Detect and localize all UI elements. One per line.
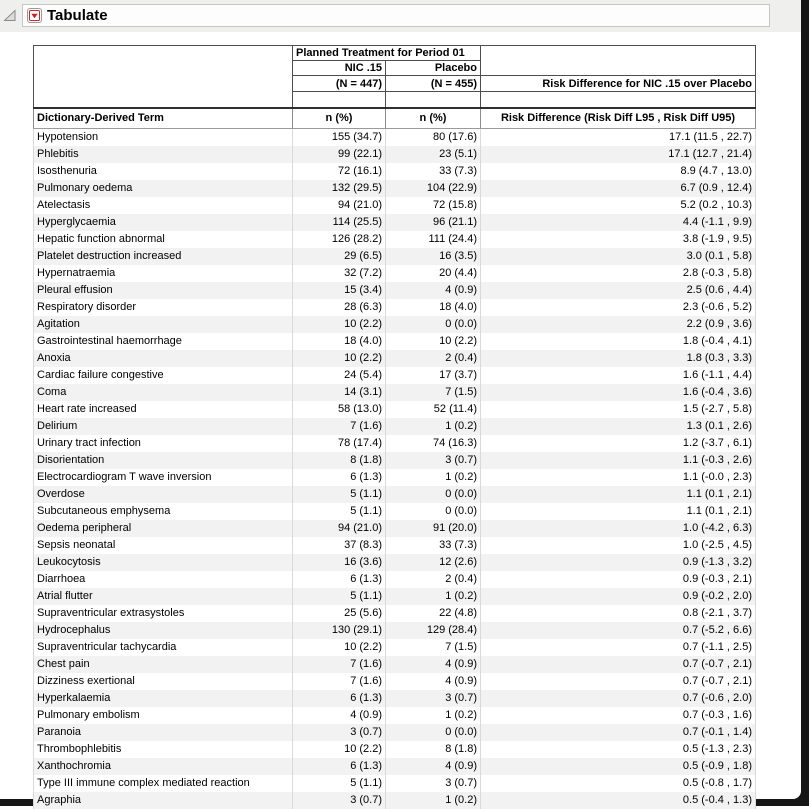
cell-risk[interactable]: 0.7 (-0.7 , 2.1) [481,673,756,690]
cell-risk[interactable]: 1.2 (-3.7 , 6.1) [481,435,756,452]
cell-risk[interactable]: 0.9 (-0.3 , 2.1) [481,571,756,588]
cell-risk[interactable]: 2.8 (-0.3 , 5.8) [481,265,756,282]
table-row[interactable] [34,350,756,367]
cell-risk[interactable]: 0.5 (-0.9 , 1.8) [481,758,756,775]
cell-placebo[interactable]: 129 (28.4) [386,622,481,639]
term-header-spacer [34,46,293,108]
cell-risk[interactable]: 1.3 (0.1 , 2.6) [481,418,756,435]
cell-risk[interactable]: 0.7 (-0.1 , 1.4) [481,724,756,741]
cell-nic[interactable]: 14 (3.1) [293,384,386,401]
subheader-risk-difference[interactable]: Risk Difference (Risk Diff L95 , Risk Diff U95) [481,108,756,129]
cell-term[interactable]: Electrocardiogram T wave inversion [34,469,293,486]
cell-placebo[interactable]: 7 (1.5) [386,639,481,656]
table-row[interactable] [34,197,756,214]
cell-placebo[interactable]: 1 (0.2) [386,588,481,605]
cell-nic[interactable]: 7 (1.6) [293,656,386,673]
table-row[interactable] [34,452,756,469]
cell-nic[interactable]: 155 (34.7) [293,128,386,146]
cell-placebo[interactable]: 72 (15.8) [386,197,481,214]
cell-risk[interactable]: 1.1 (-0.0 , 2.3) [481,469,756,486]
table-row[interactable] [34,214,756,231]
cell-nic[interactable]: 7 (1.6) [293,418,386,435]
cell-placebo[interactable]: 23 (5.1) [386,146,481,163]
cell-nic[interactable]: 5 (1.1) [293,503,386,520]
cell-nic[interactable]: 10 (2.2) [293,316,386,333]
cell-placebo[interactable]: 12 (2.6) [386,554,481,571]
cell-placebo[interactable]: 0 (0.0) [386,503,481,520]
cell-nic[interactable]: 32 (7.2) [293,265,386,282]
tabulate-table [33,45,756,809]
cell-term[interactable]: Phlebitis [34,146,293,163]
cell-term[interactable]: Chest pain [34,656,293,673]
cell-nic[interactable]: 24 (5.4) [293,367,386,384]
cell-nic[interactable]: 130 (29.1) [293,622,386,639]
cell-risk[interactable]: 0.7 (-0.6 , 2.0) [481,690,756,707]
tabulate-table-container [33,45,801,809]
cell-placebo[interactable]: 111 (24.4) [386,231,481,248]
cell-placebo[interactable]: 7 (1.5) [386,384,481,401]
cell-nic[interactable]: 10 (2.2) [293,639,386,656]
cell-term[interactable]: Diarrhoea [34,571,293,588]
cell-risk[interactable]: 0.7 (-0.3 , 1.6) [481,707,756,724]
spacer-cell [386,92,481,108]
outline-title-bar [22,4,770,27]
cell-nic[interactable]: 3 (0.7) [293,792,386,809]
cell-nic[interactable]: 72 (16.1) [293,163,386,180]
risk-header-spacer [481,46,756,76]
cell-term[interactable]: Hypernatraemia [34,265,293,282]
cell-term[interactable]: Urinary tract infection [34,435,293,452]
cell-placebo[interactable]: 0 (0.0) [386,486,481,503]
cell-risk[interactable]: 1.1 (0.1 , 2.1) [481,503,756,520]
cell-placebo[interactable]: 33 (7.3) [386,163,481,180]
cell-term[interactable]: Hypotension [34,128,293,146]
table-row[interactable] [34,384,756,401]
cell-nic[interactable]: 6 (1.3) [293,758,386,775]
cell-term[interactable]: Subcutaneous emphysema [34,503,293,520]
cell-risk[interactable]: 5.2 (0.2 , 10.3) [481,197,756,214]
cell-term[interactable]: Agraphia [34,792,293,809]
cell-placebo[interactable]: 2 (0.4) [386,350,481,367]
cell-nic[interactable]: 78 (17.4) [293,435,386,452]
cell-nic[interactable]: 6 (1.3) [293,690,386,707]
cell-risk[interactable]: 4.4 (-1.1 , 9.9) [481,214,756,231]
cell-term[interactable]: Leukocytosis [34,554,293,571]
cell-placebo[interactable]: 3 (0.7) [386,452,481,469]
table-row[interactable] [34,503,756,520]
cell-term[interactable]: Pulmonary embolism [34,707,293,724]
cell-nic[interactable]: 3 (0.7) [293,724,386,741]
cell-risk[interactable]: 17.1 (11.5 , 22.7) [481,128,756,146]
cell-risk[interactable]: 2.3 (-0.6 , 5.2) [481,299,756,316]
cell-placebo[interactable]: 0 (0.0) [386,316,481,333]
col-header-placebo[interactable]: Placebo [386,61,481,76]
table-row[interactable] [34,690,756,707]
table-row[interactable] [34,605,756,622]
cell-placebo[interactable]: 2 (0.4) [386,571,481,588]
cell-term[interactable]: Gastrointestinal haemorrhage [34,333,293,350]
cell-term[interactable]: Isosthenuria [34,163,293,180]
cell-term[interactable]: Anoxia [34,350,293,367]
cell-nic[interactable]: 25 (5.6) [293,605,386,622]
table-row[interactable] [34,469,756,486]
cell-risk[interactable]: 0.8 (-2.1 , 3.7) [481,605,756,622]
cell-term[interactable]: Atelectasis [34,197,293,214]
col-header-placebo-n[interactable]: (N = 455) [386,76,481,92]
cell-nic[interactable]: 126 (28.2) [293,231,386,248]
cell-placebo[interactable]: 91 (20.0) [386,520,481,537]
cell-placebo[interactable]: 4 (0.9) [386,758,481,775]
cell-nic[interactable]: 6 (1.3) [293,571,386,588]
cell-placebo[interactable]: 4 (0.9) [386,673,481,690]
col-header-nic[interactable]: NIC .15 [293,61,386,76]
table-row[interactable] [34,622,756,639]
cell-placebo[interactable]: 1 (0.2) [386,418,481,435]
table-row[interactable] [34,231,756,248]
cell-term[interactable]: Xanthochromia [34,758,293,775]
cell-term[interactable]: Type III immune complex mediated reaction [34,775,293,792]
cell-placebo[interactable]: 33 (7.3) [386,537,481,554]
disclosure-triangle-icon[interactable] [3,8,19,24]
cell-term[interactable]: Hyperkalaemia [34,690,293,707]
cell-term[interactable]: Sepsis neonatal [34,537,293,554]
cell-risk[interactable]: 1.5 (-2.7 , 5.8) [481,401,756,418]
cell-nic[interactable]: 8 (1.8) [293,452,386,469]
cell-placebo[interactable]: 4 (0.9) [386,656,481,673]
cell-nic[interactable]: 10 (2.2) [293,350,386,367]
cell-nic[interactable]: 99 (22.1) [293,146,386,163]
table-row[interactable] [34,316,756,333]
cell-term[interactable]: Atrial flutter [34,588,293,605]
table-row[interactable] [34,333,756,350]
cell-risk[interactable]: 1.6 (-0.4 , 3.6) [481,384,756,401]
table-row[interactable] [34,724,756,741]
cell-placebo[interactable]: 1 (0.2) [386,469,481,486]
cell-placebo[interactable]: 17 (3.7) [386,367,481,384]
table-row[interactable] [34,775,756,792]
cell-nic[interactable]: 5 (1.1) [293,486,386,503]
cell-risk[interactable]: 1.0 (-4.2 , 6.3) [481,520,756,537]
cell-nic[interactable]: 18 (4.0) [293,333,386,350]
table-row[interactable] [34,435,756,452]
cell-term[interactable]: Dizziness exertional [34,673,293,690]
cell-risk[interactable]: 0.5 (-0.4 , 1.3) [481,792,756,809]
cell-placebo[interactable]: 4 (0.9) [386,282,481,299]
table-row[interactable] [34,180,756,197]
cell-term[interactable]: Platelet destruction increased [34,248,293,265]
table-row[interactable] [34,265,756,282]
cell-placebo[interactable]: 104 (22.9) [386,180,481,197]
cell-term[interactable]: Disorientation [34,452,293,469]
table-row[interactable] [34,299,756,316]
cell-risk[interactable]: 1.8 (0.3 , 3.3) [481,350,756,367]
cell-term[interactable]: Supraventricular extrasystoles [34,605,293,622]
table-row[interactable] [34,418,756,435]
cell-nic[interactable]: 114 (25.5) [293,214,386,231]
table-row[interactable] [34,128,756,146]
cell-term[interactable]: Paranoia [34,724,293,741]
subheader-placebo-n-pct[interactable]: n (%) [386,108,481,129]
table-row[interactable] [34,401,756,418]
cell-term[interactable]: Coma [34,384,293,401]
outline-header-band [0,0,801,32]
cell-risk[interactable]: 1.0 (-2.5 , 4.5) [481,537,756,554]
table-row[interactable] [34,656,756,673]
cell-placebo[interactable]: 74 (16.3) [386,435,481,452]
cell-term[interactable]: Overdose [34,486,293,503]
cell-risk[interactable]: 0.7 (-0.7 , 2.1) [481,656,756,673]
cell-placebo[interactable]: 96 (21.1) [386,214,481,231]
col-group-header-risk-difference[interactable]: Risk Difference for NIC .15 over Placebo [481,76,756,92]
cell-risk[interactable]: 0.5 (-1.3 , 2.3) [481,741,756,758]
cell-placebo[interactable]: 3 (0.7) [386,690,481,707]
cell-nic[interactable]: 37 (8.3) [293,537,386,554]
table-row[interactable] [34,554,756,571]
table-row[interactable] [34,146,756,163]
table-row[interactable] [34,792,756,809]
cell-risk[interactable]: 3.0 (0.1 , 5.8) [481,248,756,265]
cell-nic[interactable]: 7 (1.6) [293,673,386,690]
cell-risk[interactable]: 17.1 (12.7 , 21.4) [481,146,756,163]
cell-term[interactable]: Pulmonary oedema [34,180,293,197]
table-row[interactable] [34,537,756,554]
cell-term[interactable]: Hyperglycaemia [34,214,293,231]
cell-nic[interactable]: 10 (2.2) [293,741,386,758]
cell-term[interactable]: Pleural effusion [34,282,293,299]
cell-nic[interactable]: 5 (1.1) [293,588,386,605]
cell-risk[interactable]: 1.6 (-1.1 , 4.4) [481,367,756,384]
spacer-cell [481,92,756,108]
cell-placebo[interactable]: 3 (0.7) [386,775,481,792]
table-row[interactable] [34,282,756,299]
table-body [34,128,756,809]
table-row[interactable] [34,571,756,588]
cell-risk[interactable]: 1.1 (-0.3 , 2.6) [481,452,756,469]
table-row[interactable] [34,163,756,180]
cell-nic[interactable]: 28 (6.3) [293,299,386,316]
cell-term[interactable]: Hydrocephalus [34,622,293,639]
table-row[interactable] [34,707,756,724]
cell-risk[interactable]: 1.1 (0.1 , 2.1) [481,486,756,503]
table-row[interactable] [34,520,756,537]
cell-risk[interactable]: 6.7 (0.9 , 12.4) [481,180,756,197]
cell-risk[interactable]: 0.5 (-0.8 , 1.7) [481,775,756,792]
cell-term[interactable]: Delirium [34,418,293,435]
table-row[interactable] [34,486,756,503]
cell-placebo[interactable]: 18 (4.0) [386,299,481,316]
cell-risk[interactable]: 8.9 (4.7 , 13.0) [481,163,756,180]
cell-placebo[interactable]: 1 (0.2) [386,707,481,724]
spacer-cell [293,92,386,108]
col-header-dictionary-derived-term[interactable]: Dictionary-Derived Term [34,108,293,129]
cell-term[interactable]: Cardiac failure congestive [34,367,293,384]
cell-placebo[interactable]: 0 (0.0) [386,724,481,741]
red-triangle-menu-icon[interactable] [27,8,42,23]
cell-term[interactable]: Oedema peripheral [34,520,293,537]
cell-risk[interactable]: 3.8 (-1.9 , 9.5) [481,231,756,248]
table-row[interactable] [34,588,756,605]
cell-risk[interactable]: 0.9 (-1.3 , 3.2) [481,554,756,571]
cell-term[interactable]: Supraventricular tachycardia [34,639,293,656]
cell-term[interactable]: Hepatic function abnormal [34,231,293,248]
cell-risk[interactable]: 0.9 (-0.2 , 2.0) [481,588,756,605]
cell-placebo[interactable]: 22 (4.8) [386,605,481,622]
cell-risk[interactable]: 2.2 (0.9 , 3.6) [481,316,756,333]
cell-placebo[interactable]: 1 (0.2) [386,792,481,809]
table-row[interactable] [34,367,756,384]
cell-risk[interactable]: 1.8 (-0.4 , 4.1) [481,333,756,350]
cell-term[interactable]: Respiratory disorder [34,299,293,316]
cell-nic[interactable]: 94 (21.0) [293,197,386,214]
col-group-header-planned-treatment[interactable]: Planned Treatment for Period 01 [293,46,481,61]
cell-nic[interactable]: 29 (6.5) [293,248,386,265]
cell-risk[interactable]: 2.5 (0.6 , 4.4) [481,282,756,299]
cell-term[interactable]: Heart rate increased [34,401,293,418]
cell-placebo[interactable]: 52 (11.4) [386,401,481,418]
table-row[interactable] [34,741,756,758]
cell-nic[interactable]: 94 (21.0) [293,520,386,537]
table-row[interactable] [34,673,756,690]
table-row[interactable] [34,248,756,265]
cell-risk[interactable]: 0.7 (-5.2 , 6.6) [481,622,756,639]
cell-nic[interactable]: 5 (1.1) [293,775,386,792]
cell-nic[interactable]: 6 (1.3) [293,469,386,486]
cell-nic[interactable]: 58 (13.0) [293,401,386,418]
cell-placebo[interactable]: 20 (4.4) [386,265,481,282]
cell-nic[interactable]: 16 (3.6) [293,554,386,571]
cell-placebo[interactable]: 8 (1.8) [386,741,481,758]
table-row[interactable] [34,639,756,656]
cell-nic[interactable]: 15 (3.4) [293,282,386,299]
cell-risk[interactable]: 0.7 (-1.1 , 2.5) [481,639,756,656]
subheader-nic-n-pct[interactable]: n (%) [293,108,386,129]
cell-term[interactable]: Thrombophlebitis [34,741,293,758]
report-title: Tabulate [47,7,108,24]
table-row[interactable] [34,758,756,775]
cell-nic[interactable]: 4 (0.9) [293,707,386,724]
cell-placebo[interactable]: 10 (2.2) [386,333,481,350]
cell-nic[interactable]: 132 (29.5) [293,180,386,197]
col-header-nic-n[interactable]: (N = 447) [293,76,386,92]
cell-term[interactable]: Agitation [34,316,293,333]
cell-placebo[interactable]: 80 (17.6) [386,128,481,146]
cell-placebo[interactable]: 16 (3.5) [386,248,481,265]
